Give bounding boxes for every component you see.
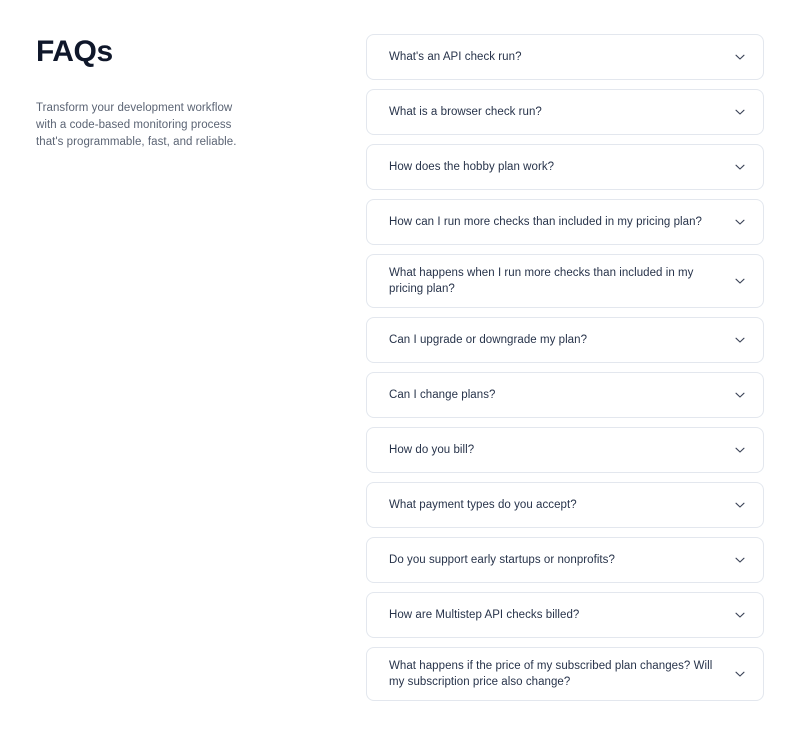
faq-question: Can I change plans? [389, 389, 496, 401]
chevron-down-icon[interactable] [733, 667, 747, 681]
page-title: FAQs [36, 35, 113, 68]
faq-item[interactable] [366, 144, 764, 190]
chevron-down-icon[interactable] [733, 50, 747, 64]
chevron-down-icon[interactable] [733, 333, 747, 347]
chevron-down-icon[interactable] [733, 498, 747, 512]
chevron-down-icon[interactable] [733, 443, 747, 457]
faq-item[interactable] [366, 317, 764, 363]
faq-question: What happens if the price of my subscribed plan changes? Will my subscription price also change? [389, 660, 713, 688]
faq-item[interactable] [366, 537, 764, 583]
faq-item[interactable] [366, 427, 764, 473]
faq-item[interactable] [366, 482, 764, 528]
faq-item[interactable] [366, 89, 764, 135]
faq-question: How do you bill? [389, 444, 475, 456]
faq-question: What happens when I run more checks than included in my pricing plan? [389, 267, 694, 295]
faq-question: What payment types do you accept? [389, 499, 577, 511]
faq-question: Do you support early startups or nonprofits? [389, 554, 615, 566]
faq-item[interactable] [366, 647, 764, 701]
chevron-down-icon[interactable] [733, 388, 747, 402]
chevron-down-icon[interactable] [733, 105, 747, 119]
faq-accordion [366, 34, 764, 701]
faq-question: How can I run more checks than included in my pricing plan? [389, 216, 702, 228]
faq-intro-column [36, 30, 336, 741]
faq-item[interactable] [366, 592, 764, 638]
faq-item[interactable] [366, 254, 764, 308]
faq-item[interactable] [366, 34, 764, 80]
faq-question: What's an API check run? [389, 51, 522, 63]
chevron-down-icon[interactable] [733, 274, 747, 288]
faq-list-column [336, 30, 764, 741]
chevron-down-icon[interactable] [733, 553, 747, 567]
faq-question: What is a browser check run? [389, 106, 542, 118]
page-description: Transform your development workflow with a code-based monitoring process that's programmable, fast, and reliable. [36, 102, 237, 148]
faq-item[interactable] [366, 372, 764, 418]
faq-question: Can I upgrade or downgrade my plan? [389, 334, 588, 346]
chevron-down-icon[interactable] [733, 608, 747, 622]
faq-item[interactable] [366, 199, 764, 245]
faq-question: How are Multistep API checks billed? [389, 609, 580, 621]
faq-question: How does the hobby plan work? [389, 161, 555, 173]
chevron-down-icon[interactable] [733, 215, 747, 229]
chevron-down-icon[interactable] [733, 160, 747, 174]
